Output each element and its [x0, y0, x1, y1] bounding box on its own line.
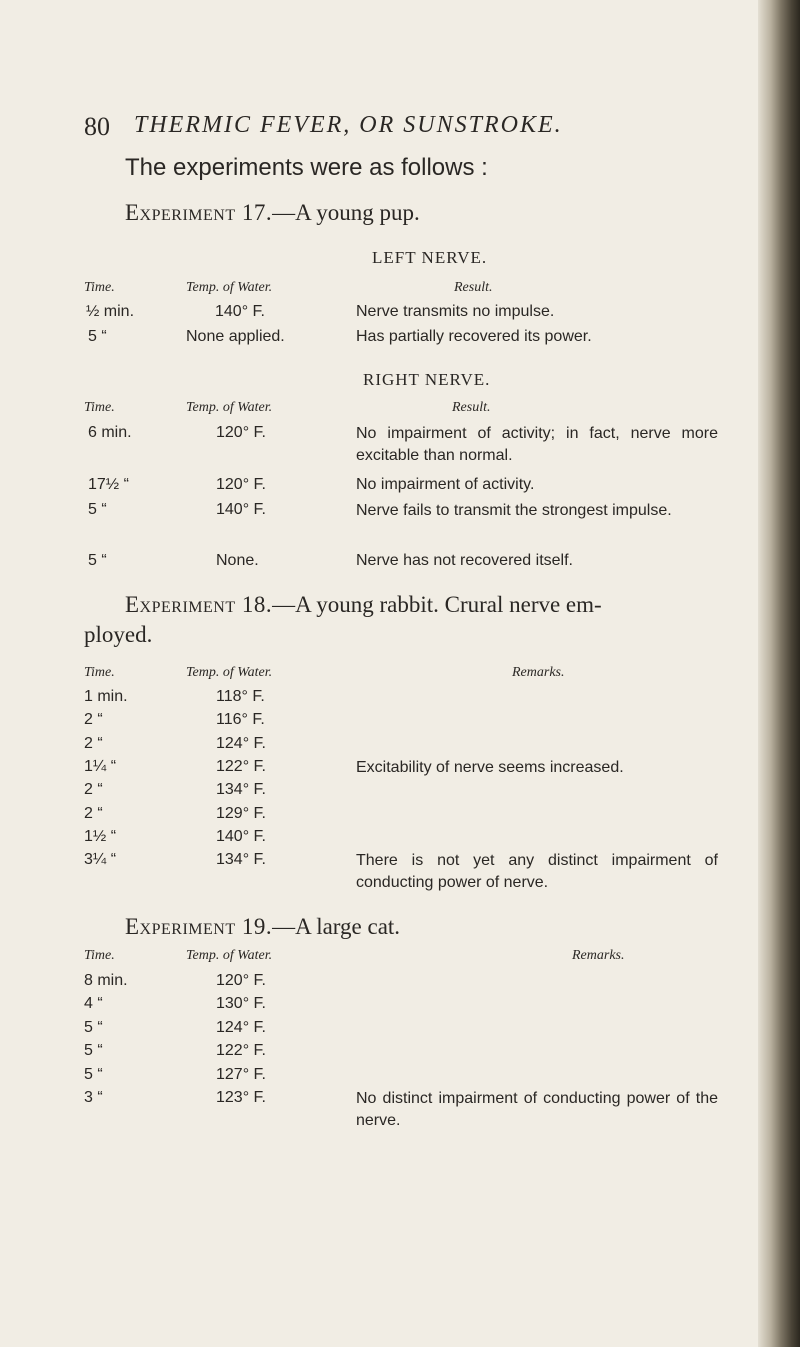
experiment-19-desc: —A large cat.: [272, 914, 401, 939]
table-row-time: 1 min.: [84, 688, 128, 705]
experiment-17-heading: [125, 200, 420, 226]
table-row-time: 2 “: [84, 781, 103, 799]
table-row-time: 5 “: [88, 501, 107, 518]
table-row-time: 2 “: [84, 734, 103, 752]
table-row-result: No impairment of activity; in fact, nerve more excitable than normal.: [356, 425, 718, 464]
experiment-18-heading: [125, 592, 602, 618]
exp18-col-temp: Temp. of Water.: [186, 665, 273, 680]
table-row-temp: 122° F.: [216, 1042, 266, 1060]
exp19-col-time: Time.: [84, 948, 115, 963]
table-row-time: 5 “: [84, 1042, 103, 1060]
table-row-remark: No distinct impairment of conducting power of the nerve.: [356, 1090, 718, 1129]
table-row-temp: 140° F.: [216, 501, 266, 518]
table-row-temp: 140° F.: [215, 303, 265, 320]
experiment-19-label: Experiment 19.: [125, 914, 273, 939]
table-row-temp: 129° F.: [216, 804, 266, 822]
table-row-temp: 120° F.: [216, 424, 266, 441]
table-row-temp: 130° F.: [216, 995, 266, 1013]
table-row-temp: 118° F.: [216, 688, 265, 705]
left-col-temp: Temp. of Water.: [186, 280, 273, 295]
right-col-time: Time.: [84, 400, 115, 415]
left-col-result: Result.: [454, 280, 493, 295]
table-row-time: 1¼ “: [84, 757, 117, 775]
table-row-temp: 124° F.: [216, 734, 266, 752]
exp18-col-remarks: Remarks.: [512, 665, 565, 680]
right-col-temp: Temp. of Water.: [186, 400, 273, 415]
table-row-time: 2 “: [84, 711, 103, 729]
table-row-time: 1½ “: [84, 827, 117, 845]
table-row-temp: 134° F.: [216, 781, 266, 799]
table-row-result: No impairment of activity.: [356, 476, 535, 493]
table-row-time: 2 “: [84, 804, 103, 822]
right-nerve-heading: RIGHT NERVE.: [363, 370, 491, 389]
left-col-time: Time.: [84, 280, 115, 295]
experiment-17-label: Experiment 17.: [125, 200, 273, 225]
table-row-time: 3 “: [84, 1089, 103, 1106]
table-row-temp: 123° F.: [216, 1089, 266, 1106]
table-row-temp: 124° F.: [216, 1018, 266, 1036]
table-row-remark: There is not yet any distinct impairment of conducting power of nerve.: [356, 852, 718, 892]
table-row-temp: 134° F.: [216, 851, 266, 869]
table-row-temp: 120° F.: [216, 476, 266, 493]
experiment-19-heading: [125, 914, 400, 940]
table-row-temp: 122° F.: [216, 757, 266, 775]
left-nerve-heading: LEFT NERVE.: [372, 248, 488, 267]
table-row-time: 17½ “: [88, 476, 129, 493]
experiment-18-desc-cont: ployed.: [84, 622, 153, 647]
table-row-temp: None applied.: [186, 328, 285, 345]
exp19-col-remarks: Remarks.: [572, 948, 625, 963]
running-title: THERMIC FEVER, OR SUNSTROKE.: [134, 112, 563, 138]
table-row-result: Nerve has not recovered itself.: [356, 552, 573, 569]
experiment-17-desc: —A young pup.: [272, 200, 420, 225]
table-row-time: 5 “: [88, 552, 107, 569]
page-number: 80: [84, 112, 110, 141]
table-row-time: 3¼ “: [84, 851, 117, 869]
table-row-time: 6 min.: [88, 424, 132, 441]
experiment-18-desc: —A young rabbit. Crural nerve em-: [272, 592, 602, 617]
table-row-result: Nerve fails to transmit the strongest impulse.: [356, 502, 672, 519]
table-row-remark: Excitability of nerve seems increased.: [356, 758, 624, 776]
table-row-time: 8 min.: [84, 972, 128, 989]
table-row-temp: None.: [216, 552, 259, 569]
table-row-temp: 127° F.: [216, 1065, 266, 1083]
table-row-time: 5 “: [88, 328, 107, 345]
table-row-result: Nerve transmits no impulse.: [356, 303, 555, 320]
page-edge-shadow: [758, 0, 800, 1347]
table-row-time: 4 “: [84, 995, 103, 1013]
table-row-temp: 140° F.: [216, 827, 266, 845]
experiment-18-label: Experiment 18.: [125, 592, 273, 617]
table-row-time: 5 “: [84, 1018, 103, 1036]
table-row-temp: 120° F.: [216, 972, 266, 989]
table-row-result: Has partially recovered its power.: [356, 328, 592, 345]
exp18-col-time: Time.: [84, 665, 115, 680]
table-row-time: ½ min.: [86, 303, 135, 320]
table-row-temp: 116° F.: [216, 711, 265, 729]
intro-sentence: The experiments were as follows :: [125, 154, 488, 181]
right-col-result: Result.: [452, 400, 491, 415]
table-row-time: 5 “: [84, 1065, 103, 1083]
exp19-col-temp: Temp. of Water.: [186, 948, 273, 963]
